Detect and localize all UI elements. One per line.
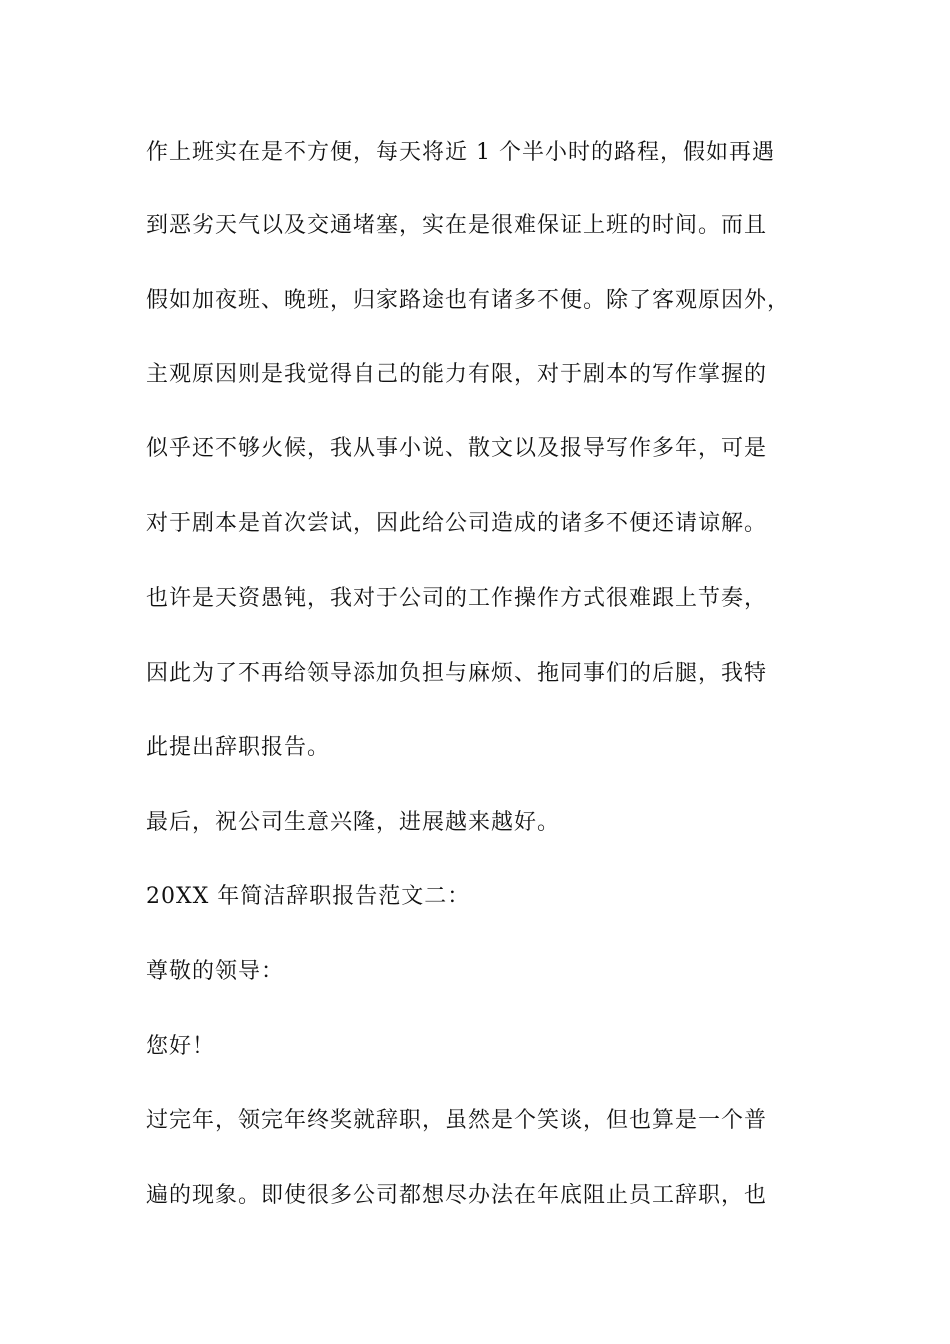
section-heading: 20XX 年简洁辞职报告范文二：: [146, 884, 471, 909]
paragraph-line: 遍的现象。即使很多公司都想尽办法在年底阻止员工辞职，也: [146, 1183, 768, 1208]
paragraph-line: 过完年，领完年终奖就辞职，虽然是个笑谈，但也算是一个普: [146, 1108, 768, 1133]
salutation: 尊敬的领导：: [146, 959, 285, 984]
closing-line: 最后，祝公司生意兴隆，进展越来越好。: [146, 810, 561, 835]
paragraph-line: 对于剧本是首次尝试，因此给公司造成的诸多不便还请谅解。: [146, 511, 768, 536]
paragraph-line: 似乎还不够火候，我从事小说、散文以及报导写作多年，可是: [146, 436, 768, 461]
greeting: 您好！: [146, 1034, 216, 1059]
paragraph-line: 假如加夜班、晚班，归家路途也有诸多不便。除了客观原因外，: [146, 288, 791, 313]
paragraph-line: 也许是天资愚钝，我对于公司的工作操作方式很难跟上节奏，: [146, 586, 768, 611]
paragraph-line: 到恶劣天气以及交通堵塞，实在是很难保证上班的时间。而且: [146, 213, 768, 238]
paragraph-line: 作上班实在是不方便，每天将近 1 个半小时的路程，假如再遇: [146, 140, 775, 165]
paragraph-line: 因此为了不再给领导添加负担与麻烦、拖同事们的后腿，我特: [146, 661, 768, 686]
paragraph-line: 主观原因则是我觉得自己的能力有限，对于剧本的写作掌握的: [146, 362, 768, 387]
paragraph-line: 此提出辞职报告。: [146, 735, 331, 760]
